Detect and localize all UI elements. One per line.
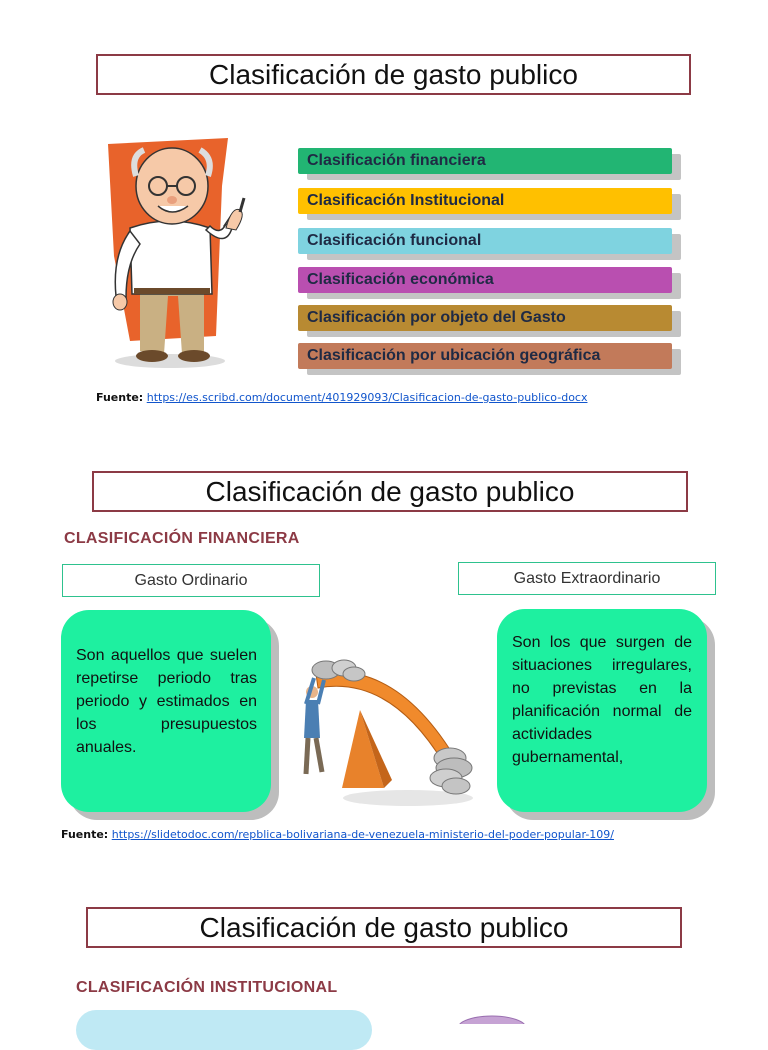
list-item-economica: [298, 267, 672, 293]
section2-heading: CLASIFICACIÓN FINANCIERA: [64, 530, 300, 547]
section3-title: Clasificación de gasto publico: [199, 911, 569, 943]
seesaw-coins-illustration: [288, 648, 478, 816]
old-man-illustration: [100, 136, 260, 371]
gasto-ordinario-label: [62, 564, 320, 597]
section3-card-partial: [76, 1010, 372, 1050]
list-item-label: Clasificación por ubicación geográfica: [307, 347, 601, 364]
section3-circle-partial: [452, 1014, 532, 1024]
list-item-objeto-gasto: [298, 305, 672, 331]
section1-title: Clasificación de gasto publico: [209, 58, 578, 90]
section3-heading: CLASIFICACIÓN INSTITUCIONAL: [76, 979, 338, 996]
section3-title-box: [86, 907, 682, 948]
gasto-extraordinario-description: Son los que surgen de situaciones irregulares, no previstas en la planificación normal de actividades gubernamental,: [512, 634, 692, 766]
list-item-label: Clasificación por objeto del Gasto: [307, 309, 566, 326]
list-item-funcional: [298, 228, 672, 254]
section1-title-box: [96, 54, 691, 95]
source-label: Fuente:: [96, 391, 144, 404]
list-item-label: Clasificación económica: [307, 271, 494, 288]
list-item-label: Clasificación financiera: [307, 152, 486, 169]
gasto-extraordinario-card: [497, 609, 707, 812]
section2-title: Clasificación de gasto publico: [205, 475, 575, 507]
section1-source: [96, 391, 587, 404]
source-label: Fuente:: [61, 828, 109, 841]
gasto-ordinario-description: Son aquellos que suelen repetirse periodo tras periodo y estimados en los presupuestos anuales.: [76, 647, 257, 756]
section1-source-link[interactable]: https://es.scribd.com/document/401929093/Clasificacion-de-gasto-publico-docx: [146, 391, 588, 404]
section2-source: [61, 828, 614, 841]
gasto-ordinario-text: Gasto Ordinario: [134, 571, 248, 589]
list-item-institucional: [298, 188, 672, 214]
list-item-label: Clasificación Institucional: [307, 192, 505, 209]
gasto-ordinario-card: [61, 610, 271, 812]
list-item-ubicacion: [298, 343, 672, 369]
gasto-extraordinario-label: [458, 562, 716, 595]
list-item-financiera: [298, 148, 672, 174]
section2-source-link[interactable]: https://slidetodoc.com/repblica-bolivariana-de-venezuela-ministerio-del-poder-popular-109/: [111, 828, 614, 841]
list-item-label: Clasificación funcional: [307, 232, 482, 249]
section2-title-box: [92, 471, 688, 512]
gasto-extraordinario-text: Gasto Extraordinario: [513, 569, 661, 587]
